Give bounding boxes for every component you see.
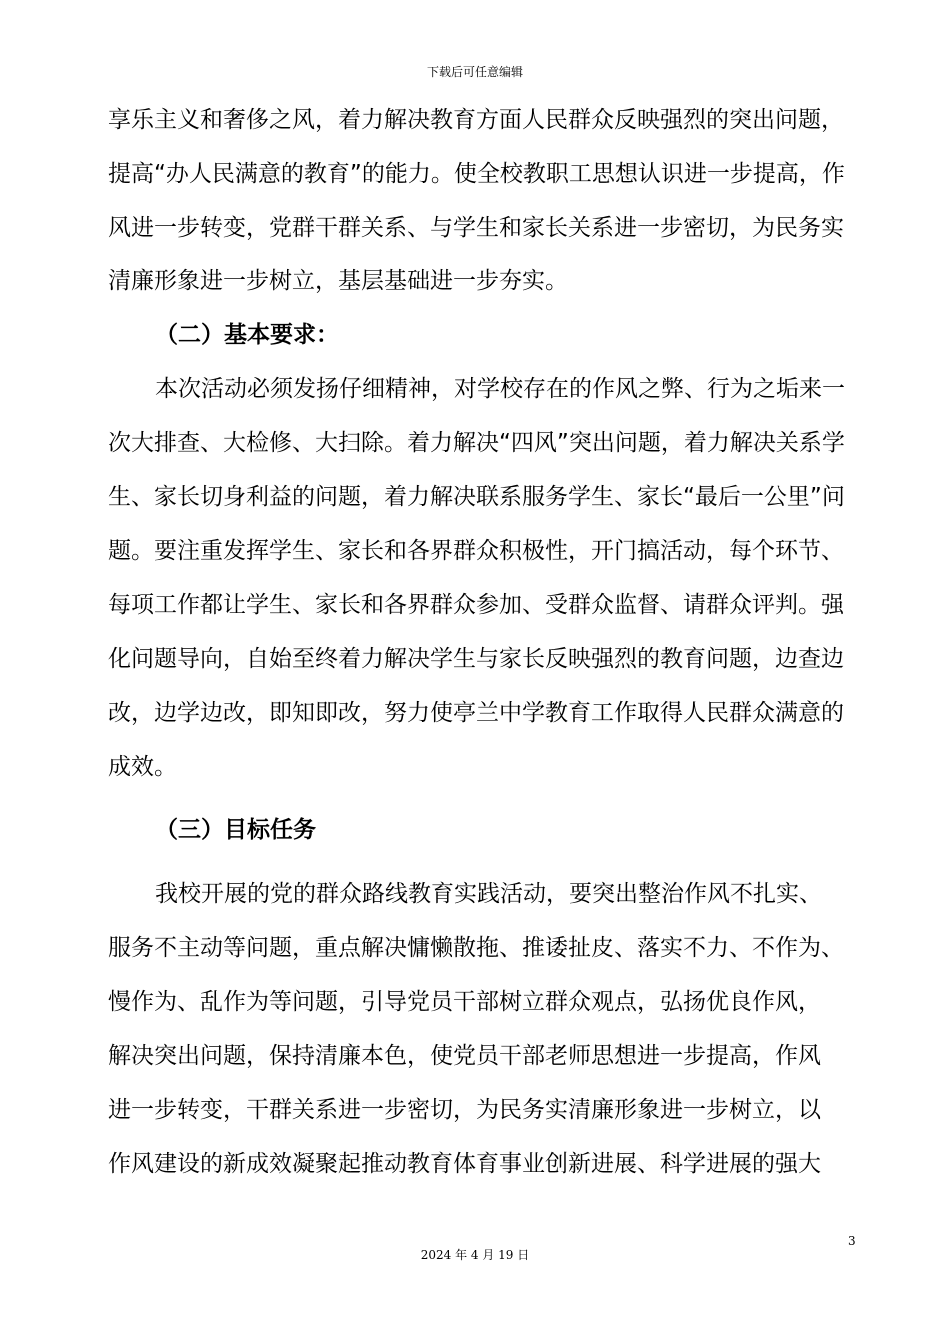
body-line: 生、家长切身利益的问题，着力解决联系服务学生、家长“最后一公里”问 xyxy=(108,484,845,510)
body-line: 成效。 xyxy=(108,754,177,780)
body-line: 作风建设的新成效凝聚起推动教育体育事业创新进展、科学进展的强大 xyxy=(108,1151,821,1177)
body-line: 次大排查、大检修、大扫除。着力解决“四风”突出问题，着力解决关系学 xyxy=(108,430,845,456)
body-line: 本次活动必须发扬仔细精神，对学校存在的作风之弊、行为之垢来一 xyxy=(155,376,845,402)
body-line: 风进一步转变，党群干群关系、与学生和家长关系进一步密切，为民务实 xyxy=(108,215,844,241)
body-line: 我校开展的党的群众路线教育实践活动，要突出整治作风不扎实、 xyxy=(155,881,822,907)
body-line: 慢作为、乱作为等问题，引导党员干部树立群众观点，弘扬优良作风， xyxy=(108,989,821,1015)
body-line: 改，边学边改，即知即改，努力使亭兰中学教育工作取得人民群众满意的 xyxy=(108,700,844,726)
section-heading-requirements: （二）基本要求： xyxy=(155,322,339,348)
body-line: 进一步转变，干群关系进一步密切，为民务实清廉形象进一步树立，以 xyxy=(108,1097,821,1123)
body-line: 题。要注重发挥学生、家长和各界群众积极性，开门搞活动，每个环节、 xyxy=(108,538,844,564)
footer-date: 2024 年 4 月 19 日 xyxy=(420,1248,530,1262)
body-line: 清廉形象进一步树立，基层基础进一步夯实。 xyxy=(108,268,568,294)
body-line: 享乐主义和奢侈之风，着力解决教育方面人民群众反映强烈的突出问题， xyxy=(108,107,844,133)
section-heading-goals: （三）目标任务 xyxy=(155,817,316,843)
body-line: 服务不主动等问题，重点解决慵懒散拖、推诿扯皮、落实不力、不作为、 xyxy=(108,935,844,961)
body-line: 提高“办人民满意的教育”的能力。使全校教职工思想认识进一步提高，作 xyxy=(108,161,845,187)
body-line: 化问题导向，自始至终着力解决学生与家长反映强烈的教育问题，边查边 xyxy=(108,646,844,672)
body-line: 每项工作都让学生、家长和各界群众参加、受群众监督、请群众评判。强 xyxy=(108,592,844,618)
body-line: 解决突出问题，保持清廉本色，使党员干部老师思想进一步提高，作风 xyxy=(108,1043,821,1069)
page-header: 下载后可任意编辑 xyxy=(426,65,523,79)
page-number: 3 xyxy=(848,1234,856,1248)
